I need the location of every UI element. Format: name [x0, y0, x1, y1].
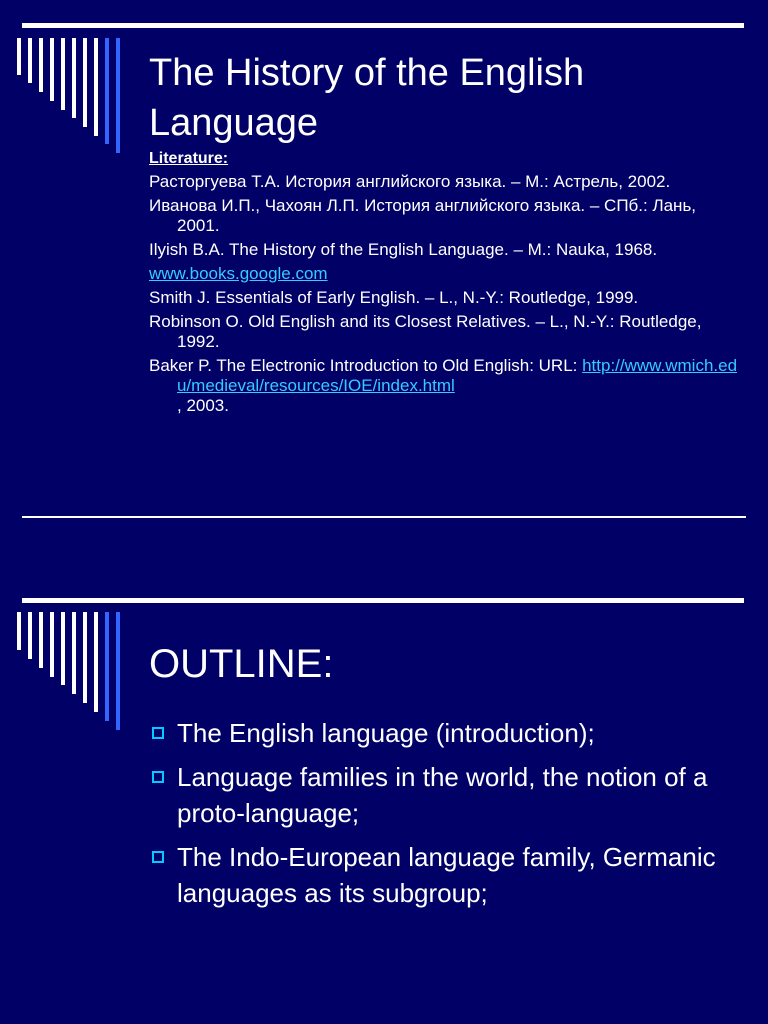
outline-item-text: Language families in the world, the notion of a proto-language;	[177, 762, 708, 828]
decorative-stripe	[72, 612, 76, 694]
decorative-stripe	[116, 612, 120, 730]
decorative-stripe	[39, 612, 43, 668]
decorative-stripes	[17, 38, 127, 153]
decorative-stripe	[94, 38, 98, 136]
decorative-stripe	[116, 38, 120, 153]
outline-item	[149, 839, 729, 911]
decorative-stripes	[17, 612, 127, 730]
reference-item: Расторгуева Т.А. История английского языка. – М.: Астрель, 2002.	[149, 172, 671, 191]
decorative-stripe	[28, 612, 32, 659]
reference-item: Ilyish B.A. The History of the English Language. – M.: Nauka, 1968.	[149, 240, 658, 259]
reference-item: Robinson O. Old English and its Closest Relatives. – L., N.-Y.: Routledge, 1992.	[149, 312, 702, 351]
decorative-stripe	[83, 38, 87, 127]
square-bullet-icon	[152, 851, 164, 863]
decorative-stripe	[50, 38, 54, 101]
slide-top-bar	[22, 598, 744, 603]
decorative-stripe	[83, 612, 87, 703]
decorative-stripe	[72, 38, 76, 118]
outline-item-text: The Indo-European language family, Germanic languages as its subgroup;	[177, 842, 716, 908]
square-bullet-icon	[152, 727, 164, 739]
decorative-stripe	[105, 38, 109, 144]
reference-list	[149, 172, 739, 420]
slide-divider	[22, 516, 746, 518]
square-bullet-icon	[152, 771, 164, 783]
decorative-stripe	[61, 612, 65, 685]
decorative-stripe	[94, 612, 98, 712]
reference-item: Иванова И.П., Чахоян Л.П. История английского языка. – СПб.: Лань, 2001.	[149, 196, 697, 235]
decorative-stripe	[28, 38, 32, 83]
reference-item	[149, 264, 739, 284]
reference-link[interactable]: www.books.google.com	[149, 264, 328, 283]
outline-item	[149, 715, 729, 751]
decorative-stripe	[105, 612, 109, 721]
outline-item-text: The English language (introduction);	[177, 718, 595, 748]
reference-url-link[interactable]: http://www.wmich.edu/medieval/resources/IOE/index.html	[177, 356, 738, 395]
decorative-stripe	[39, 38, 43, 92]
slide-outline	[0, 576, 768, 1024]
slide-top-bar	[22, 23, 744, 28]
outline-list	[149, 715, 729, 919]
reference-suffix: , 2003.	[177, 396, 229, 415]
decorative-stripe	[61, 38, 65, 110]
reference-item: Smith J. Essentials of Early English. – L., N.-Y.: Routledge, 1999.	[149, 288, 639, 307]
decorative-stripe	[50, 612, 54, 677]
reference-text: Baker P. The Electronic Introduction to Old English: URL:	[149, 356, 583, 375]
outline-item	[149, 759, 729, 831]
reference-item	[149, 356, 739, 416]
decorative-stripe	[17, 38, 21, 75]
slide-title: The History of the English Language	[149, 52, 585, 144]
decorative-stripe	[17, 612, 21, 650]
literature-heading: Literature:	[149, 150, 229, 167]
outline-title: OUTLINE:	[149, 642, 334, 686]
